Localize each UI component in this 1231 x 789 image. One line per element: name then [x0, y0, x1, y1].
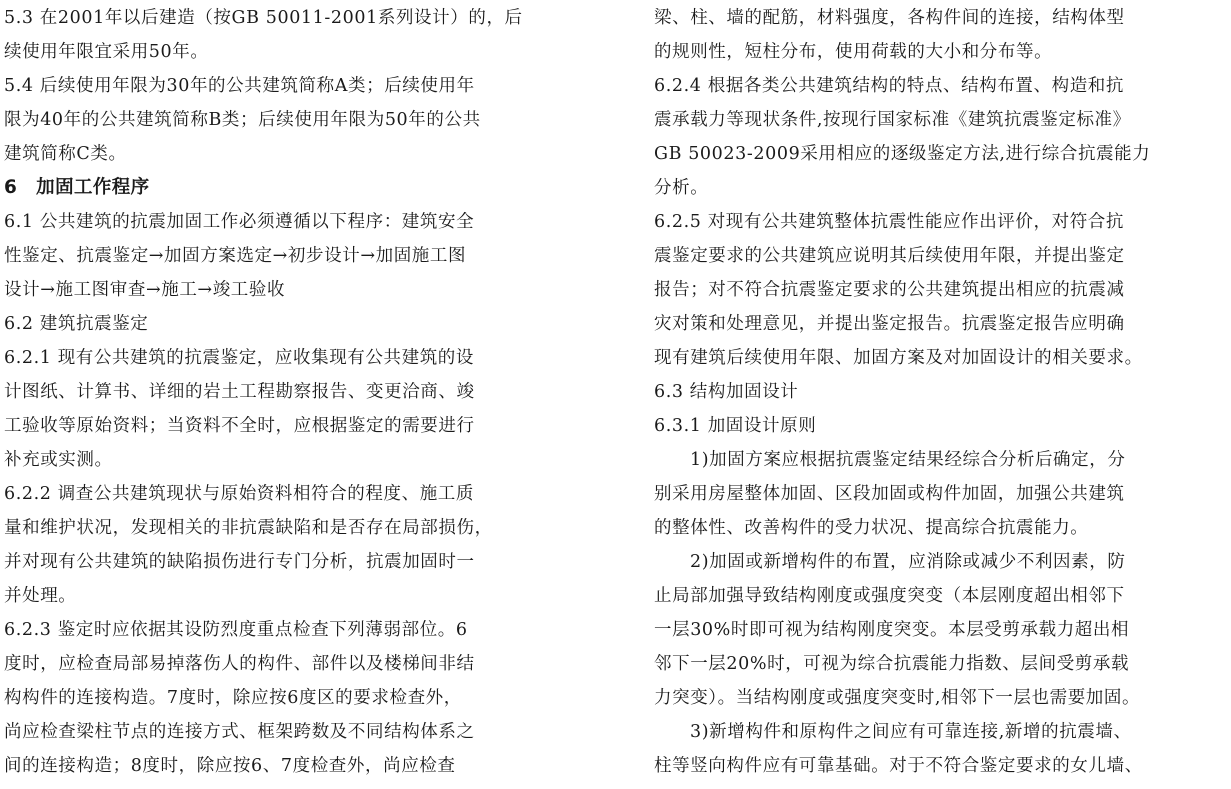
text-line: 灾对策和处理意见，并提出鉴定报告。抗震鉴定报告应明确 — [654, 314, 1125, 334]
text-line: 别采用房屋整体加固、区段加固或构件加固，加强公共建筑 — [654, 484, 1125, 504]
text-line: 计图纸、计算书、详细的岩土工程勘察报告、变更洽商、竣 — [4, 382, 475, 402]
text-line: 2)加固或新增构件的布置，应消除或减少不利因素，防 — [690, 552, 1126, 572]
text-line: 梁、柱、墙的配筋，材料强度，各构件间的连接，结构体型 — [654, 8, 1125, 28]
text-line: 构构件的连接构造。7度时，除应按6度区的要求检查外， — [4, 688, 462, 708]
text-line: 一层30%时即可视为结构刚度突变。本层受剪承载力超出相 — [654, 620, 1130, 640]
text-line: 6.2.5 对现有公共建筑整体抗震性能应作出评价，对符合抗 — [654, 212, 1124, 232]
text-line: 并处理。 — [4, 586, 77, 606]
text-line: 现有建筑后续使用年限、加固方案及对加固设计的相关要求。 — [654, 348, 1143, 368]
subsection-heading: 6.3.1 加固设计原则 — [654, 416, 817, 436]
text-line: 补充或实测。 — [4, 450, 113, 470]
text-line: 建筑简称C类。 — [4, 144, 127, 164]
subsection-heading: 6.3 结构加固设计 — [654, 382, 799, 402]
text-line: 分析。 — [654, 178, 709, 198]
text-line: 6.2.4 根据各类公共建筑结构的特点、结构布置、构造和抗 — [654, 76, 1124, 96]
text-line: 邻下一层20%时，可视为综合抗震能力指数、层间受剪承载 — [654, 654, 1130, 674]
text-line: 量和维护状况，发现相关的非抗震缺陷和是否存在局部损伤， — [4, 518, 493, 538]
text-line: 5.4 后续使用年限为30年的公共建筑简称A类；后续使用年 — [4, 76, 475, 96]
text-line: GB 50023-2009采用相应的逐级鉴定方法,进行综合抗震能力 — [654, 144, 1151, 164]
text-line: 设计→施工图审查→施工→竣工验收 — [4, 280, 286, 300]
text-line: 5.3 在2001年以后建造（按GB 50011-2001系列设计）的，后 — [4, 8, 523, 28]
text-line: 性鉴定、抗震鉴定→加固方案选定→初步设计→加固施工图 — [4, 246, 467, 266]
text-line: 度时，应检查局部易掉落伤人的构件、部件以及楼梯间非结 — [4, 654, 475, 674]
text-line: 震承载力等现状条件,按现行国家标准《建筑抗震鉴定标准》 — [654, 110, 1131, 130]
text-line: 6.1 公共建筑的抗震加固工作必须遵循以下程序：建筑安全 — [4, 212, 475, 232]
text-line: 力突变）。当结构刚度或强度突变时,相邻下一层也需要加固。 — [654, 688, 1141, 708]
text-line: 续使用年限宜采用50年。 — [4, 42, 209, 62]
text-line: 并对现有公共建筑的缺陷损伤进行专门分析，抗震加固时一 — [4, 552, 475, 572]
text-line: 的规则性，短柱分布，使用荷载的大小和分布等。 — [654, 42, 1053, 62]
text-line: 6.2.2 调查公共建筑现状与原始资料相符合的程度、施工质 — [4, 484, 474, 504]
section-heading: 6 加固工作程序 — [4, 177, 150, 198]
subsection-heading: 6.2 建筑抗震鉴定 — [4, 314, 149, 334]
text-line: 间的连接构造；8度时，除应按6、7度检查外，尚应检查 — [4, 756, 456, 776]
text-line: 6.2.1 现有公共建筑的抗震鉴定，应收集现有公共建筑的设 — [4, 348, 474, 368]
text-line: 工验收等原始资料；当资料不全时，应根据鉴定的需要进行 — [4, 416, 475, 436]
text-line: 震鉴定要求的公共建筑应说明其后续使用年限，并提出鉴定 — [654, 246, 1125, 266]
text-line: 3)新增构件和原构件之间应有可靠连接,新增的抗震墙、 — [690, 722, 1132, 742]
text-line: 的整体性、改善构件的受力状况、提高综合抗震能力。 — [654, 518, 1089, 538]
text-line: 柱等竖向构件应有可靠基础。对于不符合鉴定要求的女儿墙、 — [654, 756, 1143, 776]
text-line: 1)加固方案应根据抗震鉴定结果经综合分析后确定，分 — [690, 450, 1126, 470]
text-line: 6.2.3 鉴定时应依据其设防烈度重点检查下列薄弱部位。6 — [4, 620, 468, 640]
text-line: 限为40年的公共建筑简称B类；后续使用年限为50年的公共 — [4, 110, 481, 130]
text-line: 报告；对不符合抗震鉴定要求的公共建筑提出相应的抗震减 — [654, 280, 1125, 300]
text-line: 尚应检查梁柱节点的连接方式、框架跨数及不同结构体系之 — [4, 722, 475, 742]
text-line: 止局部加强导致结构刚度或强度突变（本层刚度超出相邻下 — [654, 586, 1125, 606]
